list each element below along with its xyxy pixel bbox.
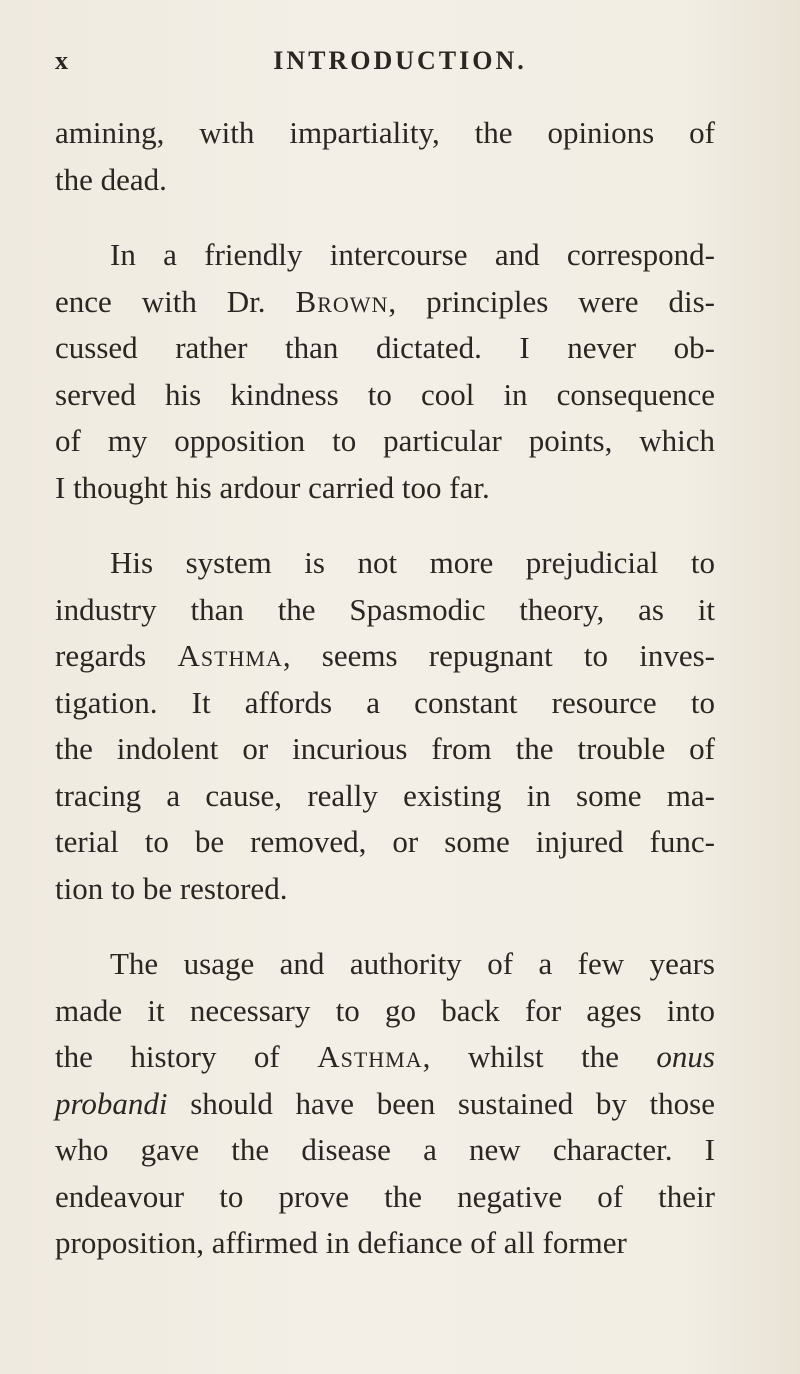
text-run: In a friendly intercourse and correspond- xyxy=(110,237,715,272)
paragraph xyxy=(55,540,715,912)
text-run: regards xyxy=(55,638,178,673)
paragraph xyxy=(55,232,715,511)
text-line xyxy=(55,587,715,634)
paragraph xyxy=(55,941,715,1267)
text-run: proposition, affirmed in defiance of all former xyxy=(55,1225,627,1260)
text-run: made it necessary to go back for ages into xyxy=(55,992,715,1028)
text-run: the dead. xyxy=(55,161,167,197)
text-run: the history of xyxy=(55,1039,318,1074)
text-line xyxy=(55,941,715,988)
paragraph xyxy=(55,110,715,203)
text-run: industry than the Spasmodic theory, as it xyxy=(55,591,715,627)
text-line xyxy=(55,157,715,204)
small-caps-text: Asthma xyxy=(317,1039,423,1074)
text-run: tigation. It affords a constant resource to xyxy=(55,684,715,720)
text-run: terial to be removed, or some injured func- xyxy=(55,824,715,859)
text-line xyxy=(55,465,715,512)
text-line xyxy=(55,680,715,727)
text-line xyxy=(55,1081,715,1128)
text-line xyxy=(55,540,715,587)
text-line xyxy=(55,232,715,279)
text-line xyxy=(55,325,715,372)
text-line xyxy=(55,633,715,680)
italic-text: onus xyxy=(656,1039,715,1074)
text-run: ence with Dr. xyxy=(55,283,296,319)
text-run: endeavour to prove the negative of their xyxy=(55,1178,715,1214)
text-line xyxy=(55,726,715,773)
text-run: I thought his ardour carried too far. xyxy=(55,469,490,505)
small-caps-text: Asthma xyxy=(177,638,283,673)
text-run: cussed rather than dictated. I never ob- xyxy=(55,330,715,365)
text-run: The usage and authority of a few years xyxy=(110,946,715,981)
text-run: , seems repugnant to inves- xyxy=(282,638,715,673)
text-run: tion to be restored. xyxy=(55,870,288,906)
text-run: , principles were dis- xyxy=(388,283,715,319)
text-run: of my opposition to particular points, which xyxy=(55,423,715,458)
italic-text: probandi xyxy=(55,1085,168,1121)
text-line xyxy=(55,279,715,326)
text-line xyxy=(55,988,715,1035)
body-text xyxy=(55,110,715,1267)
paragraph-gap xyxy=(55,511,715,540)
paragraph-gap xyxy=(55,912,715,941)
running-head: INTRODUCTION. xyxy=(273,46,527,75)
text-line xyxy=(55,372,715,419)
text-line xyxy=(55,1034,715,1081)
text-run: His system is not more prejudicial to xyxy=(110,545,715,580)
text-line xyxy=(55,110,715,157)
text-run: should have been sustained by those xyxy=(167,1085,715,1121)
text-run: served his kindness to cool in consequence xyxy=(55,376,715,412)
text-run: the indolent or incurious from the trouble of xyxy=(55,731,715,766)
text-run: tracing a cause, really existing in some ma- xyxy=(55,777,715,813)
page-number: x xyxy=(55,46,69,75)
page-header xyxy=(55,46,715,86)
paragraph-gap xyxy=(55,203,715,232)
text-line xyxy=(55,1174,715,1221)
text-line xyxy=(55,866,715,913)
text-line xyxy=(55,819,715,866)
text-line xyxy=(55,773,715,820)
text-line xyxy=(55,1127,715,1174)
text-run: amining, with impartiality, the opinions of xyxy=(55,115,715,150)
small-caps-text: Brown xyxy=(295,283,389,319)
text-run: , whilst the xyxy=(422,1039,657,1074)
text-run: who gave the disease a new character. I xyxy=(55,1132,715,1167)
text-line xyxy=(55,1220,715,1267)
text-line xyxy=(55,418,715,465)
